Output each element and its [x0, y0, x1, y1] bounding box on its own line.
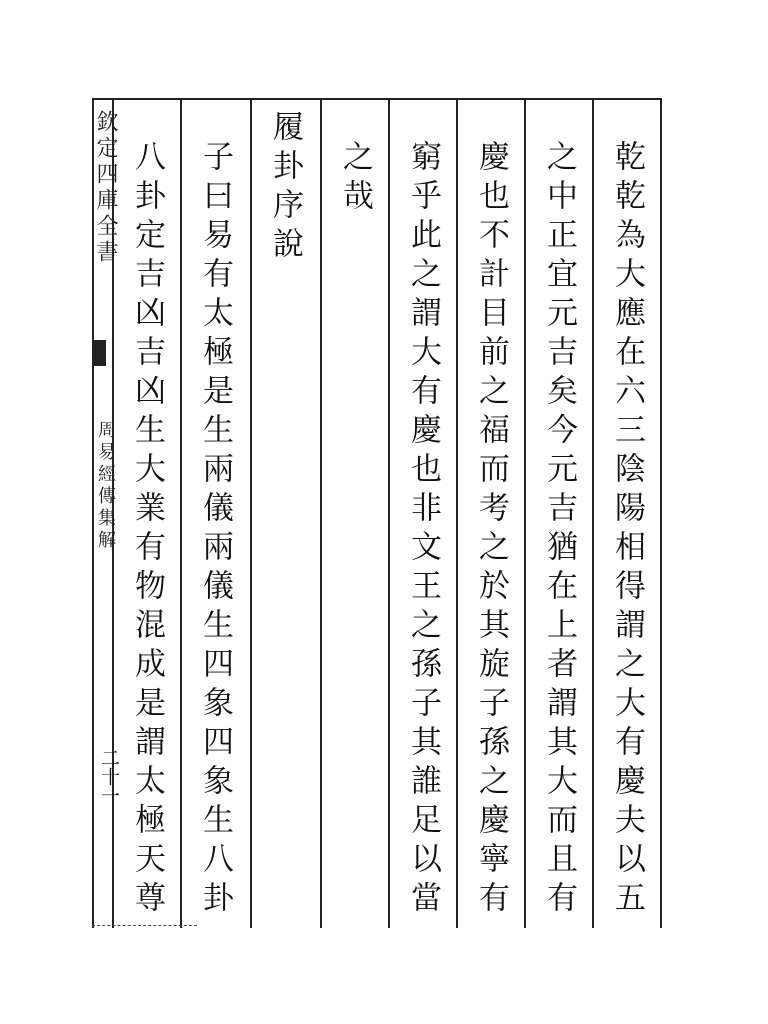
column-rule: [660, 98, 662, 928]
text-column-5: 之哉: [337, 140, 373, 218]
bottom-divider: [92, 925, 197, 926]
column-rule: [250, 98, 252, 928]
column-rule: [456, 98, 458, 928]
column-rule: [524, 98, 526, 928]
text-column-4: 窮乎此之謂大有慶也非文王之孫子其誰足以當: [405, 140, 441, 920]
book-title: 欽定四庫全書: [93, 110, 118, 266]
work-title: 周易經傳集解: [95, 420, 116, 552]
text-column-7: 八卦定吉凶吉凶生大業有物混成是謂太極天尊: [129, 140, 165, 920]
column-rule: [592, 98, 594, 928]
text-column-6: 子曰易有太極是生兩儀兩儀生四象四象生八卦: [197, 140, 233, 920]
section-heading: 履卦序說: [267, 110, 303, 266]
page-number: 二十一: [98, 748, 120, 805]
column-rule: [320, 98, 322, 928]
text-column-2: 之中正宜元吉矣今元吉猶在上者謂其大而且有: [541, 140, 577, 920]
fish-tail-mark: [92, 340, 106, 366]
column-rule: [388, 98, 390, 928]
text-column-1: 乾乾為大應在六三陰陽相得謂之大有慶夫以五: [609, 140, 645, 920]
text-column-3: 慶也不計目前之福而考之於其旋子孫之慶寧有: [473, 140, 509, 920]
column-rule: [180, 98, 182, 928]
